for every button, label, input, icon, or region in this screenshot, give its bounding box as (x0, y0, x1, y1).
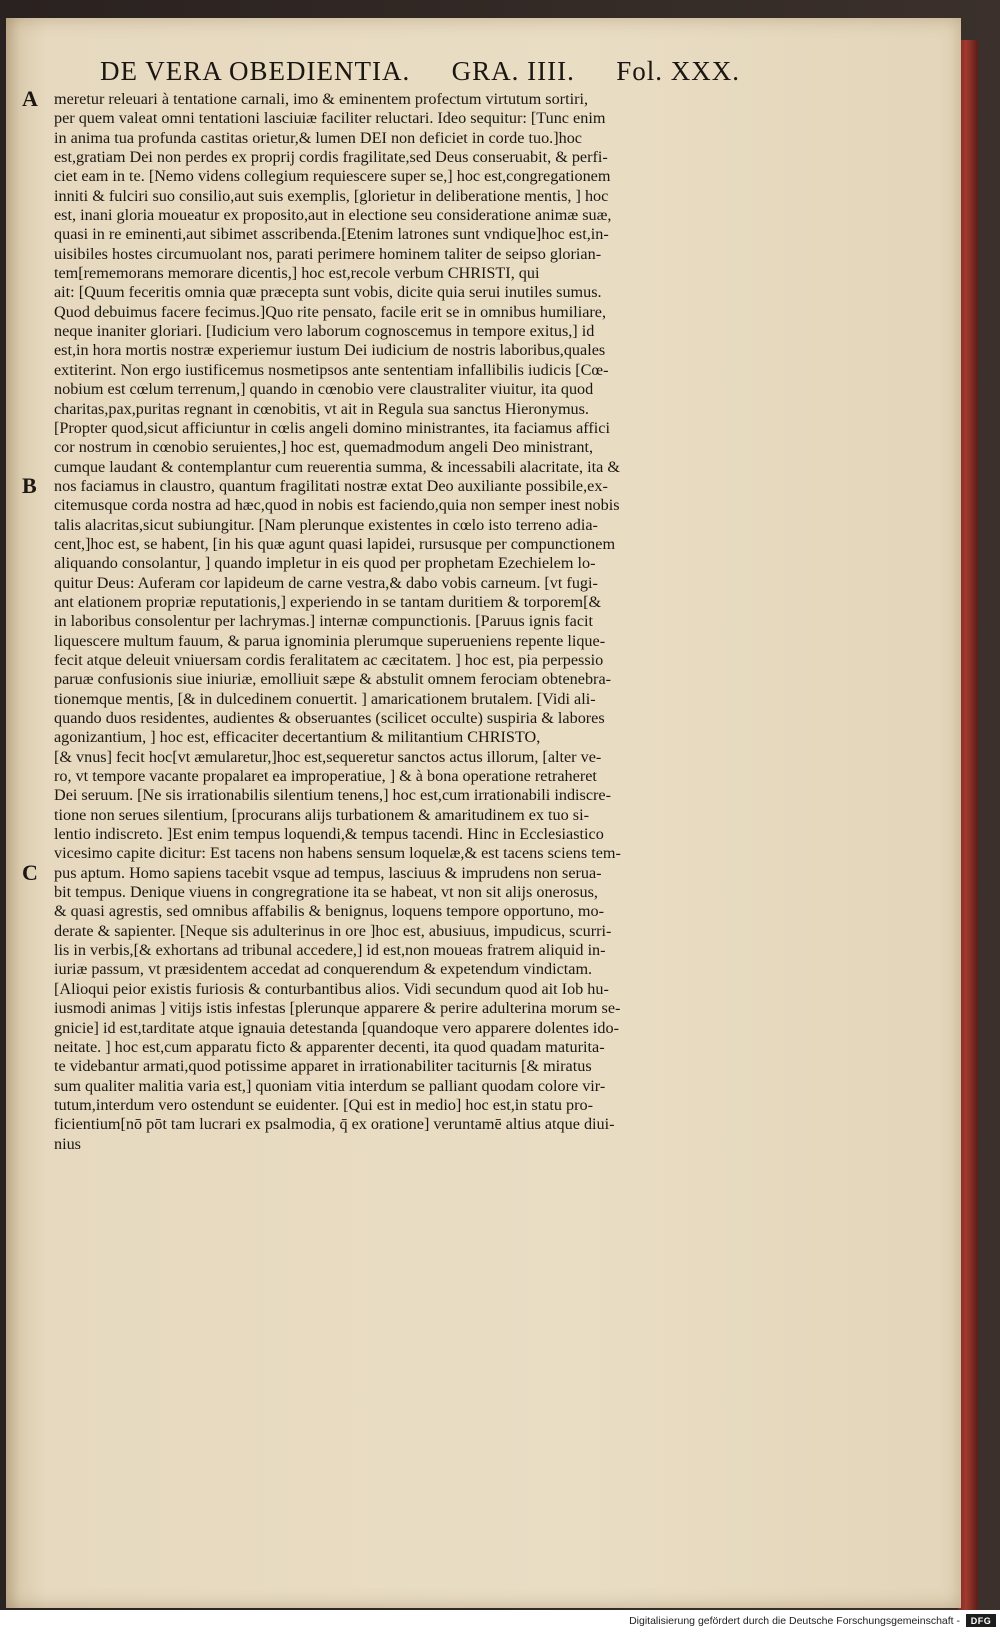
text-line: ciet eam in te. [Nemo videns collegium requiescere super se,] hoc est,congregationem (54, 167, 611, 186)
text-line: tionemque mentis, [& in dulcedinem conuertit. ] amaricationem brutalem. [Vidi ali- (54, 689, 596, 708)
text-line: extiterint. Non ergo iustificemus nosmetipsos ante sententiam infallibilis iudicis [Cœ- (54, 360, 609, 379)
text-line: & quasi agrestis, sed omnibus affabilis & benignus, loquens tempore opportuno, mo- (54, 902, 605, 921)
text-line: tem[rememorans memorare dicentis,] hoc est,recole verbum CHRISTI, qui (54, 264, 540, 283)
text-line: meretur releuari à tentatione carnali, imo & eminentem profectum virtutum sortiri, (54, 90, 588, 108)
text-line: cor nostrum in cœnobio seruientes,] hoc est, quemadmodum angeli Deo ministrant, (54, 438, 594, 457)
text-line: fecit atque deleuit vniuersam cordis feralitatem ac cæcitatem. ] hoc est, pia perpessio (54, 650, 604, 669)
text-line: talis alacritas,sicut subiungitur. [Nam plerunque existentes in cœlo isto terreno adia- (54, 515, 598, 534)
text-line: [& vnus] fecit hoc[vt æmularetur,]hoc est,sequeretur sanctos actus illorum, [alter ve- (54, 747, 602, 766)
running-section: GRA. IIII. (451, 56, 575, 86)
text-line: lis in verbis,[& exhortans ad tribunal accedere,] id est,non moueas fratrem aliquid in- (54, 941, 606, 960)
text-line: nobium est cœlum terrenum,] quando in cœnobio vere claustraliter viuitur, ita quod (54, 380, 594, 399)
text-line: ficientium[nō pōt tam lucrari ex psalmodia, q̄ ex oratione] veruntamē altius atque diui- (54, 1115, 615, 1134)
text-line: in laboribus consolentur per lachrymas.] internæ compunctionis. [Paruus ignis facit (54, 612, 594, 631)
text-line: est,gratiam Dei non perdes ex proprij cordis fragilitate,sed Deus conseruabit, & perfi- (54, 148, 608, 167)
text-line: quitur Deus: Auferam cor lapideum de carne vestra,& dabo vobis carneum. [vt fugi- (54, 573, 598, 592)
text-line: cent,]hoc est, se habent, [in his quæ agunt quasi lapidei, rursusque per compunctionem (54, 534, 616, 553)
text-line: charitas,pax,puritas regnant in cœnobitis, vt ait in Regula sua sanctus Hieronymus. (54, 399, 589, 418)
text-line: Dei seruum. [Ne sis irrationabilis silentium tenens,] hoc est,cum irrationabili indiscre- (54, 786, 611, 805)
text-line: est, inani gloria moueatur ex proposito,aut in electione seu consideratione animæ suæ, (54, 206, 612, 225)
text-line: gnicie] id est,tarditate atque ignauia detestanda [quandoque vero apparere dolentes ido- (54, 1018, 619, 1037)
text-line: cumque laudant & contemplantur cum reuerentia summa, & incessabili alacritate, ita & (54, 457, 620, 476)
text-line: derate & sapienter. [Neque sis adulterinus in ore ]hoc est, abusiuus, impudicus, scurri- (54, 921, 612, 940)
text-line: per quem valeat omni tentationi lasciuiæ faciliter reluctari. Ideo sequitur: [Tunc enim (54, 109, 606, 128)
text-line: quando duos residentes, audientes & obseruantes (scilicet occulte) suspiria & labores (54, 709, 605, 727)
margin-marker-b: B (22, 473, 37, 498)
text-line: te videbantur armati,quod potissime apparet in irrationabiliter taciturnis [& miratus (54, 1057, 592, 1076)
text-line: ant elationem propriæ reputationis,] experiendo in se tantam duritiem & torporem[& (54, 592, 602, 611)
margin-marker-c: C (22, 860, 38, 885)
text-line: est,in hora mortis nostræ experiemur iustum Dei iudicium de nostris laboribus,quales (54, 341, 606, 360)
text-line: tione non serues silentium, [procurans alijs turbationem & amaritudinem ex tuo si- (54, 805, 589, 824)
text-line: [Alioqui peior existis furiosis & conturbantibus alios. Vidi secundum quod ait Iob hu- (54, 979, 609, 998)
text-line: liquescere multum fauum, & parua ignominia plerumque superueniens repente lique- (54, 631, 606, 650)
text-line: ait: [Quum feceritis omnia quæ præcepta sunt vobis, dicite quia serui inutiles sumus. (54, 283, 602, 302)
text-line: bit tempus. Denique viuens in congregratione ita se habeat, vt non sit alijs onerosus, (54, 883, 598, 902)
text-line: citemusque corda nostra ad hæc,quod in nobis est faciendo,quia non semper inest nobis (54, 496, 620, 515)
text-line: paruæ confusionis siue iniuriæ, emolliuit sæpe & abstulit omnem ferociam obtenebra- (54, 670, 612, 689)
text-line: neitate. ] hoc est,cum apparatu ficto & apparenter decenti, ita quod quadam maturita- (54, 1037, 605, 1056)
text-line: lentio indiscreto. ]Est enim tempus loquendi,& tempus tacendi. Hinc in Ecclesiastico (54, 825, 604, 844)
text-line: uisibiles hostes circumuolant nos, parati perimere hominem taliter de seipso glorian- (54, 244, 602, 263)
dfg-logo: DFG (966, 1614, 996, 1627)
text-line: in anima tua profunda castitas orietur,& lumen DEI non deficiet in corde tuo.]hoc (54, 128, 582, 147)
margin-marker-a: A (22, 86, 38, 111)
body-text (54, 90, 754, 1154)
text-line: nius (54, 1134, 81, 1153)
running-title: DE VERA OBEDIENTIA. (100, 56, 411, 86)
text-line: nos faciamus in claustro, quantum fragilitati nostræ extat Deo auxiliante possibile,ex- (54, 476, 608, 495)
text-line: aliquando consolantur, ] quando impletur in eis quod per prophetam Ezechielem lo- (54, 554, 596, 573)
text-line: tutum,interdum vero ostendunt se euidenter. [Qui est in medio] hoc est,in statu pro- (54, 1095, 594, 1114)
text-line: Quod debuimus facere fecimus.]Quo rite pensato, facile erit se in omnibus humiliare, (54, 302, 607, 321)
folio-number: Fol. XXX. (616, 56, 740, 86)
text-line: sum qualiter malitia varia est,] quoniam vitia interdum se palliant quodam colore vir- (54, 1076, 606, 1095)
text-line: quasi in re eminenti,aut sibimet asscribenda.[Etenim latrones sunt vndique]hoc est,in- (54, 225, 609, 244)
footer-bar (0, 1610, 1000, 1632)
running-header (100, 56, 740, 90)
text-line: iusmodi animas ] vitijs istis infestas [plerunque apparere & perire adulterina morum se- (54, 999, 621, 1018)
text-line: ro, vt tempore vacante propalaret ea improperatiue, ] & à bona operatione retraheret (54, 767, 597, 786)
text-line: neque inaniter gloriari. [Iudicium vero laborum cognoscemus in tempore exitus,] id (54, 322, 595, 341)
text-line: vicesimo capite dicitur: Est tacens non habens sensum loquelæ,& est tacens sciens tem- (54, 844, 621, 863)
text-line: iuriæ passum, vt præsidentem accedat ad conquerendum & expetendum vindictam. (54, 960, 593, 979)
text-line: [Propter quod,sicut afficiuntur in cœlis angeli domino ministrantes, ita faciamus affici (54, 418, 610, 437)
text-line: inniti & fulciri suo consilio,aut suis exemplis, [glorietur in deliberatione mentis, ] hoc (54, 186, 609, 205)
book-edge (958, 40, 978, 1610)
text-line: agonizantium, ] hoc est, efficaciter decertantium & militantium CHRISTO, (54, 728, 541, 747)
text-line: pus aptum. Homo sapiens tacebit vsque ad tempus, lasciuus & imprudens non serua- (54, 863, 602, 882)
funding-credit: Digitalisierung gefördert durch die Deutsche Forschungsgemeinschaft - (629, 1615, 960, 1627)
